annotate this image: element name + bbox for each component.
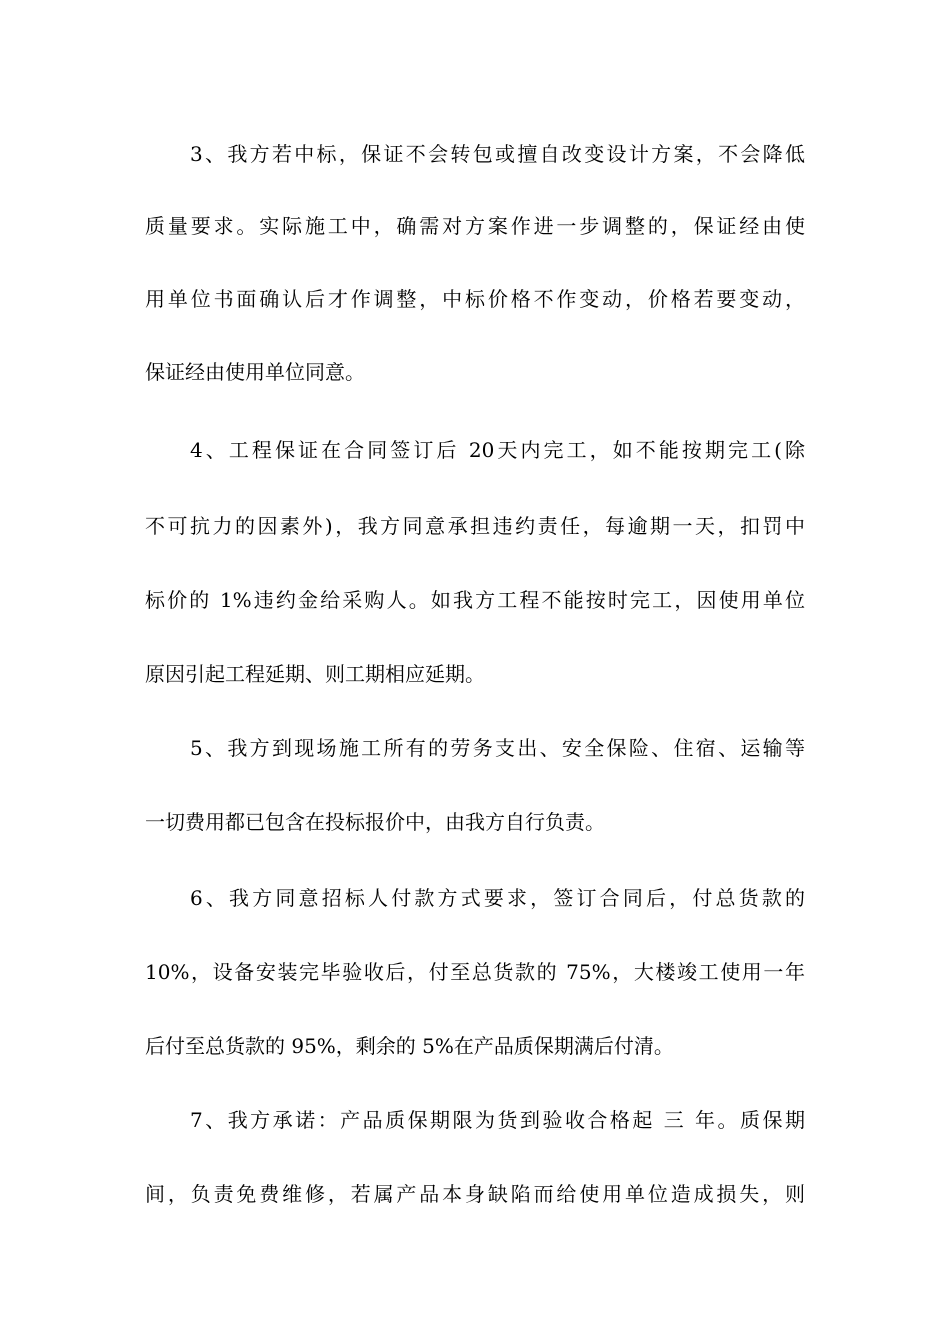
paragraph-line: 标价的 1%违约金给采购人。如我方工程不能按时完工，因使用单位 [145, 588, 805, 612]
paragraph-line: 间，负责免费维修，若属产品本身缺陷而给使用单位造成损失，则 [145, 1182, 805, 1206]
paragraph-line: 后付至总货款的 95%，剩余的 5%在产品质保期满后付清。 [145, 1034, 674, 1058]
paragraph-line: 质量要求。实际施工中，确需对方案作进一步调整的，保证经由使 [145, 214, 805, 238]
paragraph-line: 10%，设备安装完毕验收后，付至总货款的 75%，大楼竣工使用一年 [145, 960, 805, 984]
paragraph-line: 5、我方到现场施工所有的劳务支出、安全保险、住宿、运输等 [190, 736, 805, 760]
paragraph-line: 一切费用都已包含在投标报价中，由我方自行负责。 [145, 810, 605, 834]
paragraph-line: 4、工程保证在合同签订后 20天内完工，如不能按期完工(除 [190, 438, 805, 462]
paragraph-line: 用单位书面确认后才作调整，中标价格不作变动，价格若要变动， [145, 287, 805, 311]
paragraph-line: 不可抗力的因素外)，我方同意承担违约责任，每逾期一天，扣罚中 [145, 514, 805, 538]
paragraph-line: 保证经由使用单位同意。 [145, 360, 365, 384]
paragraph-line: 6、我方同意招标人付款方式要求，签订合同后，付总货款的 [190, 886, 805, 910]
paragraph-line: 7、我方承诺：产品质保期限为货到验收合格起 三 年。质保期 [190, 1108, 805, 1132]
paragraph-line: 3、我方若中标，保证不会转包或擅自改变设计方案，不会降低 [190, 142, 805, 166]
paragraph-line: 原因引起工程延期、则工期相应延期。 [145, 662, 485, 686]
